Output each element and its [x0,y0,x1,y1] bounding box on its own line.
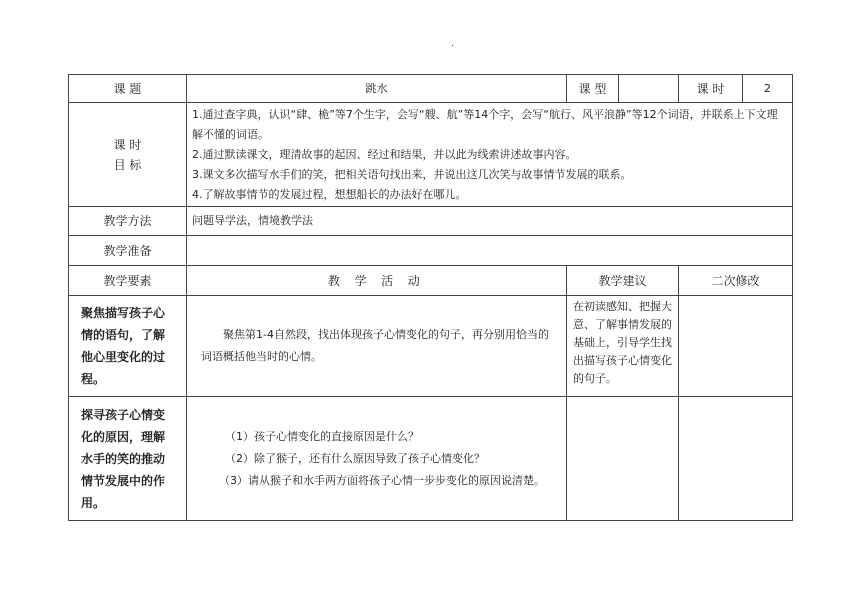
header-mark: . [451,38,455,49]
col-revision-header: 二次修改 [679,266,793,296]
row-1-element: 聚焦描写孩子心情的语句，了解他心里变化的过程。 [69,296,187,397]
topic-label: 课 题 [69,75,187,103]
method-label: 教学方法 [69,207,187,236]
row-2-revision [679,397,793,521]
hours-value: 2 [743,75,793,103]
row-2-activity-q2: （2）除了猴子，还有什么原因导致了孩子心情变化？ [225,451,485,465]
method-value: 问题导学法，情境教学法 [187,207,793,236]
method-row [69,207,793,236]
type-label: 课 型 [567,75,619,103]
prep-value [187,236,793,266]
goals-label [69,103,187,207]
goal-item-3: 3.课文多次描写水手们的笑，把相关语句找出来，并说出这几次笑与故事情节发展的联系。 [192,167,632,181]
row-2-suggestion [567,397,679,521]
topic-value: 跳水 [187,75,567,103]
goals-row [69,103,793,207]
row-1-revision [679,296,793,397]
goal-item-4: 4.了解故事情节的发展过程，想想船长的办法好在哪儿。 [192,187,467,201]
column-header-row [69,266,793,296]
type-value [619,75,679,103]
goals-content [187,103,793,207]
col-elements-header: 教学要素 [69,266,187,296]
col-activity-header: 教 学 活 动 [187,266,567,296]
table-row [69,296,793,397]
row-1-activity-text: 聚焦第1-4自然段，找出体现孩子心情变化的句子，再分别用恰当的词语概括他当时的心情。 [201,328,549,363]
row-1-activity [187,296,567,397]
goal-item-1: 1.通过查字典，认识“肆、桅”等7个生字，会写“艘、航”等14个字，会写“航行、风平浪静”等12个词语，并联系上下文理解不懂的词语。 [192,107,778,141]
prep-label: 教学准备 [69,236,187,266]
row-2-activity-q3: （3）请从猴子和水手两方面将孩子心情一步步变化的原因说清楚。 [219,473,545,487]
row-2-element: 探寻孩子心情变化的原因，理解水手的笑的推动情节发展中的作用。 [69,397,187,521]
lesson-plan-table [68,74,793,521]
hours-label: 课 时 [679,75,743,103]
row-2-activity [187,397,567,521]
row-1-suggestion: 在初读感知、把握大意、了解事情发展的基础上，引导学生找出描写孩子心情变化的句子。 [567,296,679,397]
prep-row [69,236,793,266]
table-row [69,397,793,521]
goals-label-line1: 课 时 [113,137,142,152]
col-suggestion-header: 教学建议 [567,266,679,296]
goal-item-2: 2.通过默读课文，理清故事的起因、经过和结果，并以此为线索讲述故事内容。 [192,147,577,161]
info-row [69,75,793,103]
row-2-activity-q1: （1）孩子心情变化的直接原因是什么？ [225,429,419,443]
goals-label-line2: 目 标 [113,157,142,172]
